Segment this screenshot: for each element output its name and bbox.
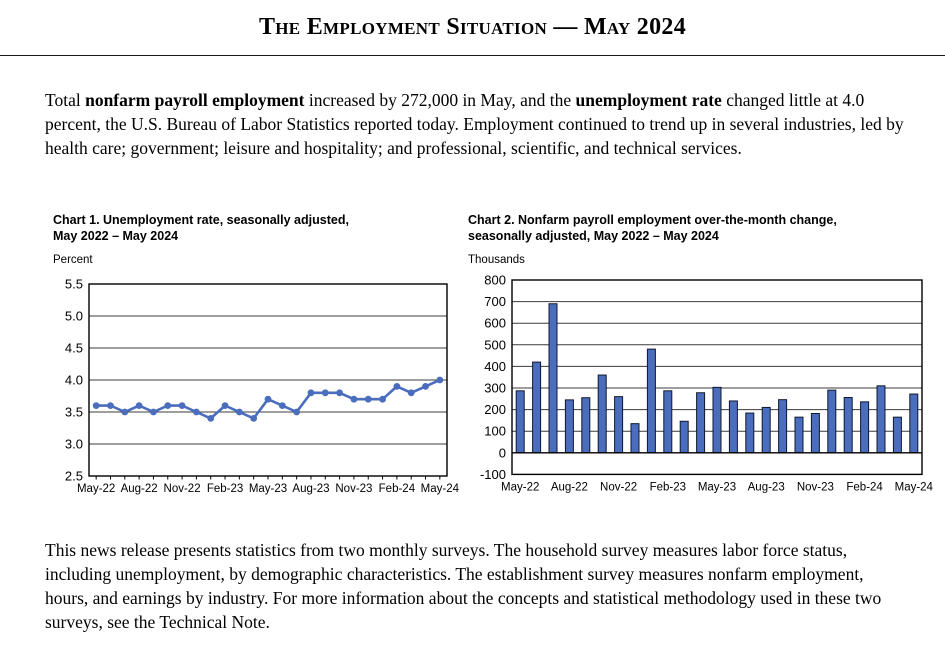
- chart2-panel: [468, 212, 933, 496]
- intro-text-2: increased by 272,000 in May, and the: [304, 90, 576, 110]
- intro-bold-nonfarm: nonfarm payroll employment: [85, 90, 305, 110]
- svg-text:700: 700: [484, 294, 506, 310]
- title-divider-rule: [0, 55, 945, 56]
- svg-text:Aug-22: Aug-22: [550, 481, 588, 494]
- svg-text:May-23: May-23: [248, 483, 288, 495]
- svg-text:May-23: May-23: [697, 481, 737, 494]
- chart1-unit-label: Percent: [53, 254, 93, 266]
- svg-text:300: 300: [484, 380, 506, 396]
- chart2-unit-label: Thousands: [468, 254, 525, 266]
- footer-paragraph: This news release presents statistics from two monthly surveys. The household survey measures labor force status, including unemployment, by demographic characteristics. The establishment survey measures nonfarm employment, hours, and earnings by industry. For more information about the concepts and statistical methodology used in these two surveys, see the Technical Note.: [45, 540, 882, 632]
- svg-text:2.5: 2.5: [64, 468, 83, 484]
- svg-text:Aug-22: Aug-22: [120, 483, 158, 495]
- svg-text:0: 0: [498, 445, 506, 461]
- intro-bold-unemployment: unemployment rate: [575, 90, 722, 110]
- page-title: The Employment Situation — May 2024: [258, 14, 687, 40]
- svg-text:Aug-23: Aug-23: [292, 483, 330, 495]
- svg-text:Nov-22: Nov-22: [600, 481, 638, 494]
- svg-text:4.5: 4.5: [64, 340, 83, 356]
- svg-text:500: 500: [484, 337, 506, 353]
- chart1-title: [53, 212, 453, 244]
- intro-paragraph: [45, 88, 909, 160]
- svg-text:May-24: May-24: [894, 481, 933, 494]
- svg-text:600: 600: [484, 315, 506, 331]
- svg-text:4.0: 4.0: [64, 372, 83, 388]
- svg-text:3.0: 3.0: [64, 436, 83, 452]
- chart1-panel: [53, 212, 460, 496]
- svg-text:Nov-23: Nov-23: [796, 481, 834, 494]
- intro-text-1: Total: [45, 90, 86, 110]
- intro-text-3: changed little at 4.0 percent, the U.S. Bureau of Labor Statistics reported today. Employment continued to trend up in several industries, led by health care; government; leisure and hospitality; and professional, scientific, and technical services.: [45, 90, 904, 158]
- unemployment-rate-line-chart: [53, 272, 460, 496]
- svg-text:May-24: May-24: [420, 483, 460, 495]
- svg-text:400: 400: [484, 358, 506, 374]
- svg-text:100: 100: [484, 423, 506, 439]
- svg-text:Nov-23: Nov-23: [335, 483, 373, 495]
- svg-text:-100: -100: [479, 466, 506, 482]
- svg-text:Feb-24: Feb-24: [846, 481, 883, 494]
- svg-text:800: 800: [484, 272, 506, 288]
- svg-text:Feb-23: Feb-23: [649, 481, 687, 494]
- svg-text:May-22: May-22: [501, 481, 540, 494]
- svg-text:Aug-23: Aug-23: [747, 481, 785, 494]
- svg-text:5.5: 5.5: [64, 276, 83, 292]
- chart1-title-line1: Chart 1. Unemployment rate, seasonally adjusted,: [53, 213, 349, 227]
- svg-text:5.0: 5.0: [64, 308, 83, 324]
- chart1-title-line2: May 2022 – May 2024: [53, 229, 179, 243]
- chart2-title-line2: seasonally adjusted, May 2022 – May 2024: [468, 229, 719, 243]
- svg-text:May-22: May-22: [76, 483, 116, 495]
- svg-text:Nov-22: Nov-22: [163, 483, 201, 495]
- svg-text:Feb-24: Feb-24: [378, 483, 416, 495]
- chart2-title-line1: Chart 2. Nonfarm payroll employment over-the-month change,: [468, 213, 837, 227]
- svg-text:Feb-23: Feb-23: [206, 483, 244, 495]
- svg-text:200: 200: [484, 402, 506, 418]
- svg-text:3.5: 3.5: [64, 404, 83, 420]
- chart2-title: [468, 212, 930, 244]
- payroll-employment-bar-chart: [468, 272, 933, 496]
